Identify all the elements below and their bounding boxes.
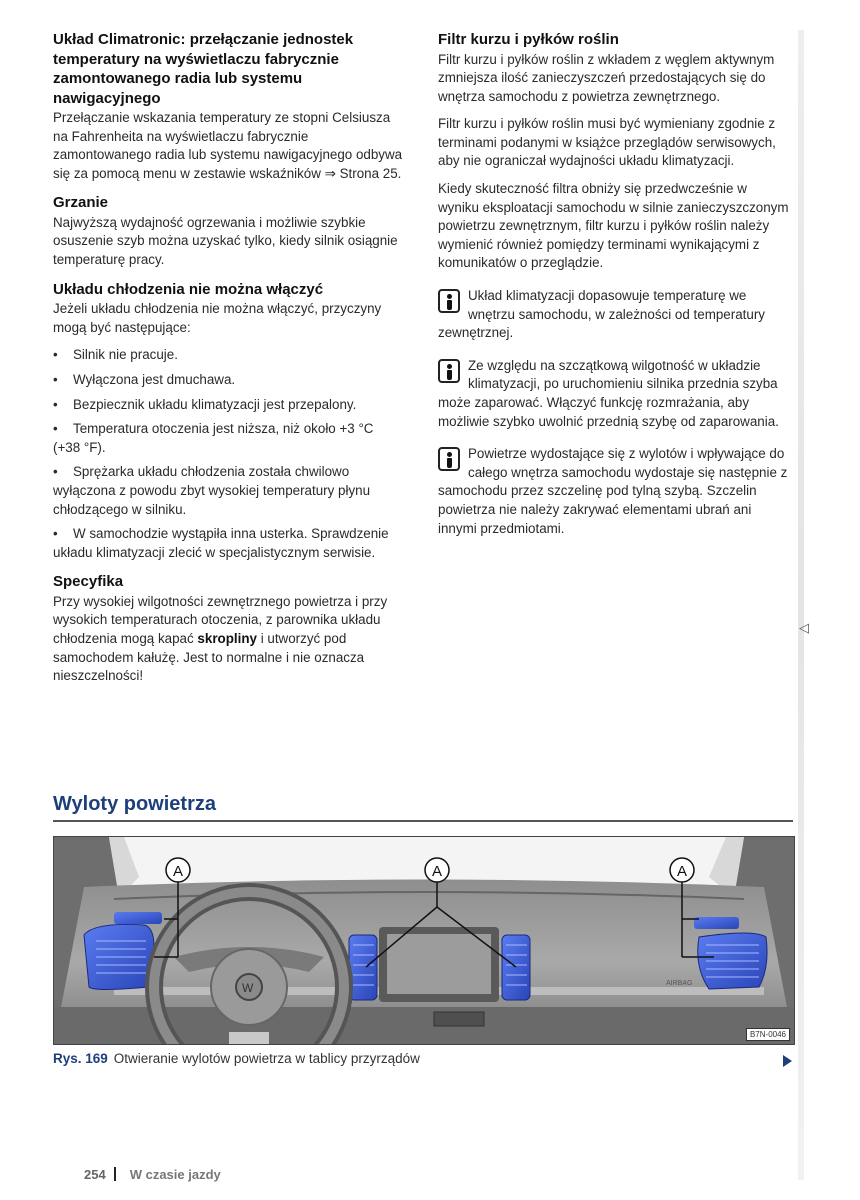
paragraph: Kiedy skuteczność filtra obniży się przedwcześnie w wyniku eksploatacji samochodu w silnie zanieczyszczonym powietrzu zewnętrznym, filtr kurzu i pyłków roślin należy wymienić również pomiędzy terminami wynikającymi z komunikatów o przeglądzie. — [438, 181, 789, 271]
list-item: • Bezpiecznik układu klimatyzacji jest przepalony. — [53, 396, 403, 415]
section-divider — [53, 820, 793, 822]
paragraph: Najwyższą wydajność ogrzewania i możliwie szybkie osuszenie szyb można uzyskać tylko, kiedy silnik osiągnie temperaturę pracy. — [53, 214, 398, 268]
info-icon — [438, 359, 460, 383]
list-item: • W samochodzie wystąpiła inna usterka. Sprawdzenie układu klimatyzacji zlecić w specjalistycznym serwisie. — [53, 526, 389, 560]
section-heading: Układu chłodzenia nie można włączyć — [53, 280, 324, 298]
bullet-icon: • — [53, 396, 58, 412]
paragraph: Przy wysokiej wilgotności zewnętrznego powietrza i przy wysokich temperaturach otoczenia, z parownika układu chłodzenia mogą kapać skropliny i utworzyć pod samochodem kałużę. Jest to normalne i nie oznacza nieszczelności! — [53, 593, 388, 684]
info-note: Ze względu na szczątkową wilgotność w układzie klimatyzacji, po uruchomieniu silnika przednia szyba może zaparować. Włączyć funkcję rozmrażania, aby możliwie szybko uwolnić przednią szybę od zaparowania. — [438, 357, 779, 429]
section-heading: Układ Climatronic: przełączanie jednostek temperatury na wyświetlaczu fabrycznie zamontowanego radia lub systemu nawigacyjnego — [53, 31, 354, 107]
info-note: Układ klimatyzacji dopasowuje temperaturę we wnętrzu samochodu, w zależności od temperatury zewnętrznej. — [438, 288, 765, 341]
svg-text:W: W — [242, 981, 254, 995]
bullet-icon: • — [53, 464, 58, 480]
figure-code: B7N-0046 — [746, 1028, 790, 1041]
section-specifics — [53, 572, 403, 685]
info-note: Powietrze wydostające się z wylotów i wpływające do całego wnętrza samochodu wydostaje się następnie z samochodu przez szczelinę pod tylną szybą. Szczelin powietrza nie należy zakrywać elementami ubrań ani innymi przedmiotami. — [438, 446, 788, 536]
page-edge-strip — [798, 30, 804, 1180]
list-item: • Silnik nie pracuje. — [53, 346, 403, 365]
bullet-icon: • — [53, 421, 58, 437]
figure-caption-text: Otwieranie wylotów powietrza w tablicy przyrządów — [113, 1051, 420, 1066]
callout-a-left: A — [172, 863, 184, 880]
left-column — [53, 30, 403, 695]
list-item: • Temperatura otoczenia jest niższa, niż około +3 °C (+38 °F). — [53, 421, 374, 455]
info-icon — [438, 447, 460, 471]
right-column — [438, 30, 790, 548]
page-footer — [84, 1167, 221, 1182]
paragraph: Filtr kurzu i pyłków roślin z wkładem z węglem aktywnym zmniejsza ilość zanieczyszczeń przedostających się do wnętrza samochodu z powietrza zewnętrznego. — [438, 51, 775, 104]
figure-number: Rys. 169 — [53, 1051, 108, 1066]
continued-left-arrow-icon: ◁ — [799, 620, 809, 635]
cause-list — [53, 346, 403, 562]
figure-caption — [53, 1051, 420, 1066]
callout-a-right: A — [676, 863, 688, 880]
bullet-icon: • — [53, 526, 58, 542]
paragraph: Filtr kurzu i pyłków roślin musi być wymieniany zgodnie z terminami podanymi w książce przeglądów serwisowych, aby nie ograniczał wydajności układu klimatyzacji. — [438, 116, 776, 169]
chapter-title: W czasie jazdy — [129, 1167, 221, 1182]
paragraph: Jeżeli układu chłodzenia nie można włączyć, przyczyny mogą być następujące: — [53, 301, 382, 335]
section-cooling-fault — [53, 280, 403, 563]
bullet-icon: • — [53, 371, 58, 387]
paragraph: Przełączanie wskazania temperatury ze stopni Celsiusza na Fahrenheita na wyświetlaczu fabrycznie zamontowanego radia lub systemu nawigacyjnego odbywa się za pomocą menu w zestawie wskaźników ⇒ Strona 25. — [53, 110, 403, 181]
section-pollen-filter — [438, 30, 790, 273]
list-item: • Sprężarka układu chłodzenia została chwilowo wyłączona z powodu zbyt wysokiej temperatury płynu chłodzącego w silniku. — [53, 464, 371, 517]
dashboard-drawing — [54, 837, 794, 1044]
continue-next-page-arrow-icon — [783, 1055, 792, 1067]
callout-a-center: A — [431, 863, 443, 880]
section-heading: Specyfika — [53, 573, 124, 591]
list-item: • Wyłączona jest dmuchawa. — [53, 371, 403, 390]
section-heading: Filtr kurzu i pyłków roślin — [438, 31, 619, 48]
svg-text:AIRBAG: AIRBAG — [666, 980, 693, 987]
bullet-icon: • — [53, 347, 58, 363]
section-heating — [53, 193, 403, 269]
footer-separator — [114, 1167, 116, 1181]
page-number: 254 — [84, 1167, 106, 1182]
keyword-condensate: skropliny — [197, 630, 257, 646]
section-heading: Grzanie — [53, 194, 109, 212]
dashboard-illustration — [53, 836, 795, 1045]
section-climatronic-units — [53, 30, 403, 183]
info-icon — [438, 289, 460, 313]
section-title: Wyloty powietrza — [53, 793, 216, 815]
